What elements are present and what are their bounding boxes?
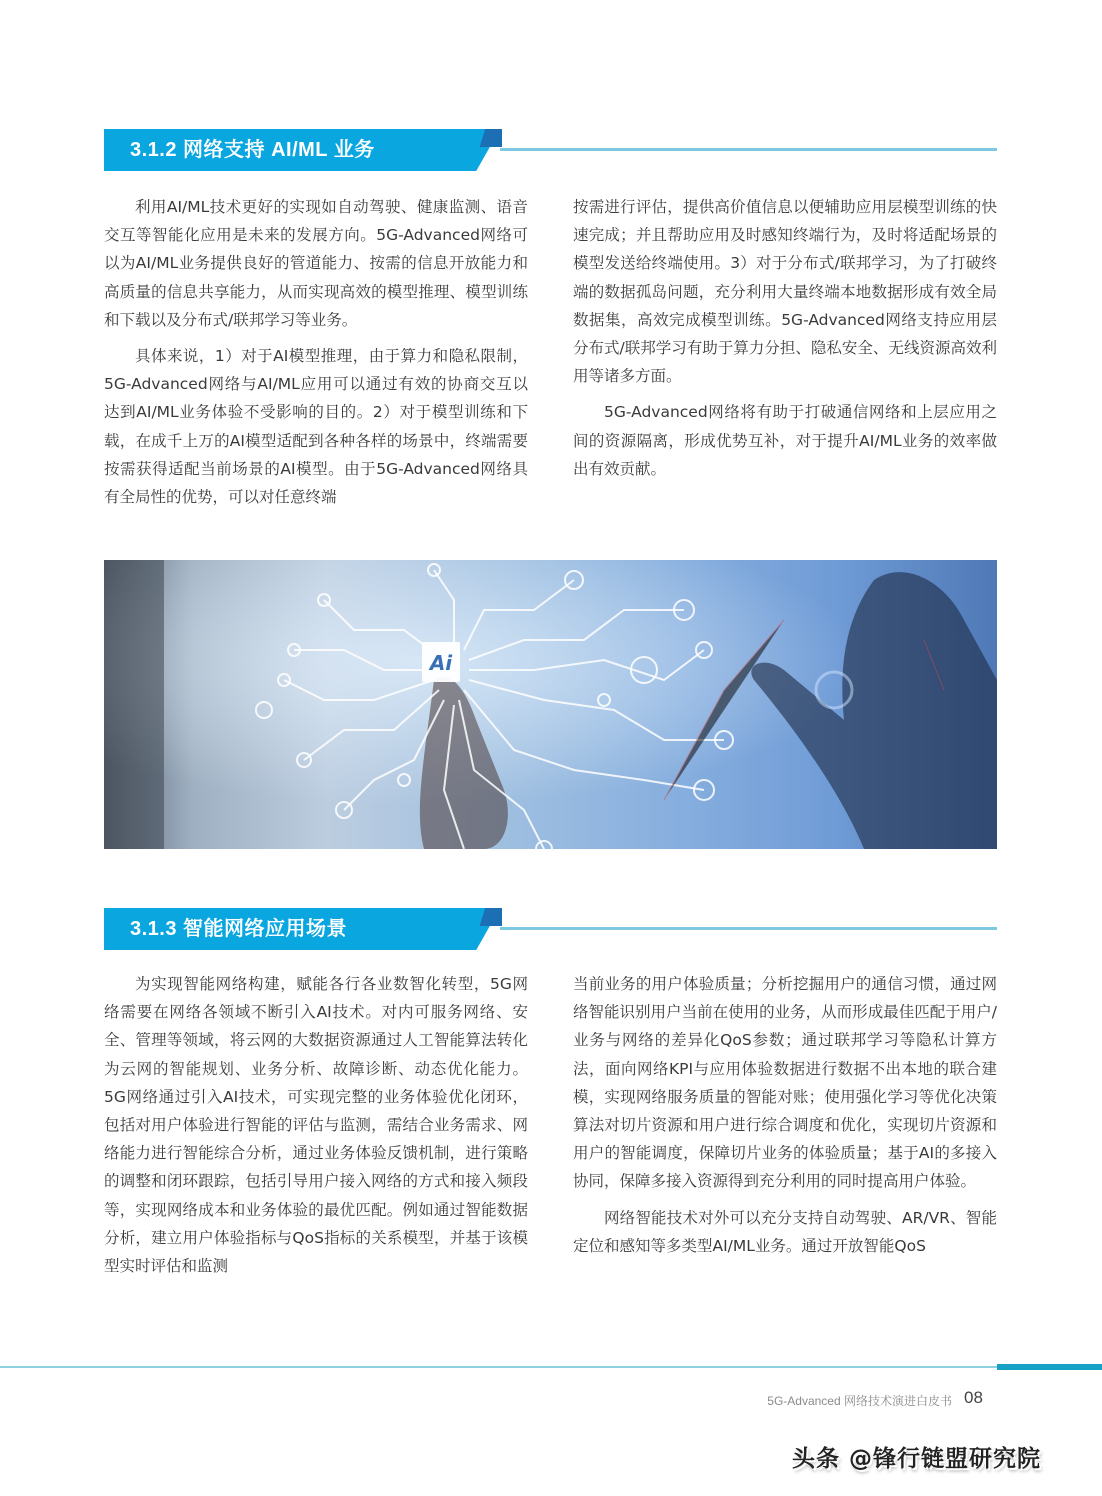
paragraph: 具体来说，1）对于AI模型推理，由于算力和隐私限制， 5G-Advanced网络与AI/ML应用可以通过有效的协商交互以达到AI/ML业务体验不受影响的目的。2）对于模型训练和下载，在成千上万的AI模型适配到各种各样的场景中，终端需要按需获得适配当前场景的AI模型。由于5G-Advanced网络具有全局性的优势，可以对任意终端 <box>104 347 528 507</box>
watermark: 头条 @锋行链盟研究院 <box>792 1446 1042 1472</box>
section-title: 3.1.3 智能网络应用场景 <box>130 918 348 940</box>
section-3-1-2-left-column <box>104 193 528 519</box>
section-3-1-2-right-column <box>573 193 997 491</box>
footer-rule <box>0 1366 997 1368</box>
section-3-1-3-right-column <box>573 970 997 1268</box>
paragraph: 网络智能技术对外可以充分支持自动驾驶、AR/VR、智能定位和感知等多类型AI/ML业务。通过开放智能QoS <box>573 1208 997 1255</box>
section-header-3-1-2 <box>104 129 997 171</box>
section-header-3-1-3 <box>104 908 997 950</box>
paragraph: 为实现智能网络构建，赋能各行各业数智化转型，5G网络需要在网络各领域不断引入AI技术。对内可服务网络、安全、管理等领域，将云网的大数据资源通过人工智能算法转化为云网的智能规划、业务分析、故障诊断、动态优化能力。5G网络通过引入AI技术，可实现完整的业务体验优化闭环，包括对用户体验进行智能的评估与监测，需结合业务需求、网络能力进行智能综合分析，通过业务体验反馈机制，进行策略的调整和闭环跟踪，包括引导用户接入网络的方式和接入频段等，实现网络成本和业务体验的最优匹配。例如通过智能数据分析，建立用户体验指标与QoS指标的关系模型，并基于该模型实时评估和监测 <box>104 975 528 1276</box>
footer-doc-title: 5G-Advanced 网络技术演进白皮书 <box>767 1394 952 1408</box>
section-3-1-3-left-column <box>104 970 528 1288</box>
header-rule <box>500 927 997 930</box>
section-title: 3.1.2 网络支持 AI/ML 业务 <box>130 139 375 161</box>
footer-accent-bar <box>997 1364 1102 1370</box>
page-number: 08 <box>964 1388 983 1407</box>
paragraph: 当前业务的用户体验质量；分析挖掘用户的通信习惯，通过网络智能识别用户当前在使用的业务，从而形成最佳匹配于用户/业务与网络的差异化QoS参数；通过联邦学习等隐私计算方法，面向网络KPI与应用体验数据进行数据不出本地的联合建模，实现网络服务质量的智能对账；使用强化学习等优化决策算法对切片资源和用户进行综合调度和优化，实现切片资源和用户的智能调度，保障切片业务的体验质量；基于AI的多接入协同，保障多接入资源得到充分利用的同时提高用户体验。 <box>573 975 997 1191</box>
paragraph: 5G-Advanced网络将有助于打破通信网络和上层应用之间的资源隔离，形成优势互补，对于提升AI/ML业务的效率做出有效贡献。 <box>573 403 997 478</box>
paragraph: 按需进行评估，提供高价值信息以便辅助应用层模型训练的快速完成；并且帮助应用及时感知终端行为，及时将适配场景的模型发送给终端使用。3）对于分布式/联邦学习，为了打破终端的数据孤岛问题，充分利用大量终端本地数据形成有效全局数据集，高效完成模型训练。5G-Advanced网络支持应用层分布式/联邦学习有助于算力分担、隐私安全、无线资源高效利用等诸多方面。 <box>573 198 997 386</box>
ai-chip-label: Ai <box>429 651 453 675</box>
paragraph: 利用AI/ML技术更好的实现如自动驾驶、健康监测、语音交互等智能化应用是未来的发展方向。5G-Advanced网络可以为AI/ML业务提供良好的管道能力、按需的信息开放能力和高质量的信息共享能力，从而实现高效的模型推理、模型训练和下载以及分布式/联邦学习等业务。 <box>104 198 528 329</box>
header-rule <box>500 148 997 151</box>
ai-circuit-photo <box>104 560 997 849</box>
circuit-illustration <box>104 560 997 849</box>
